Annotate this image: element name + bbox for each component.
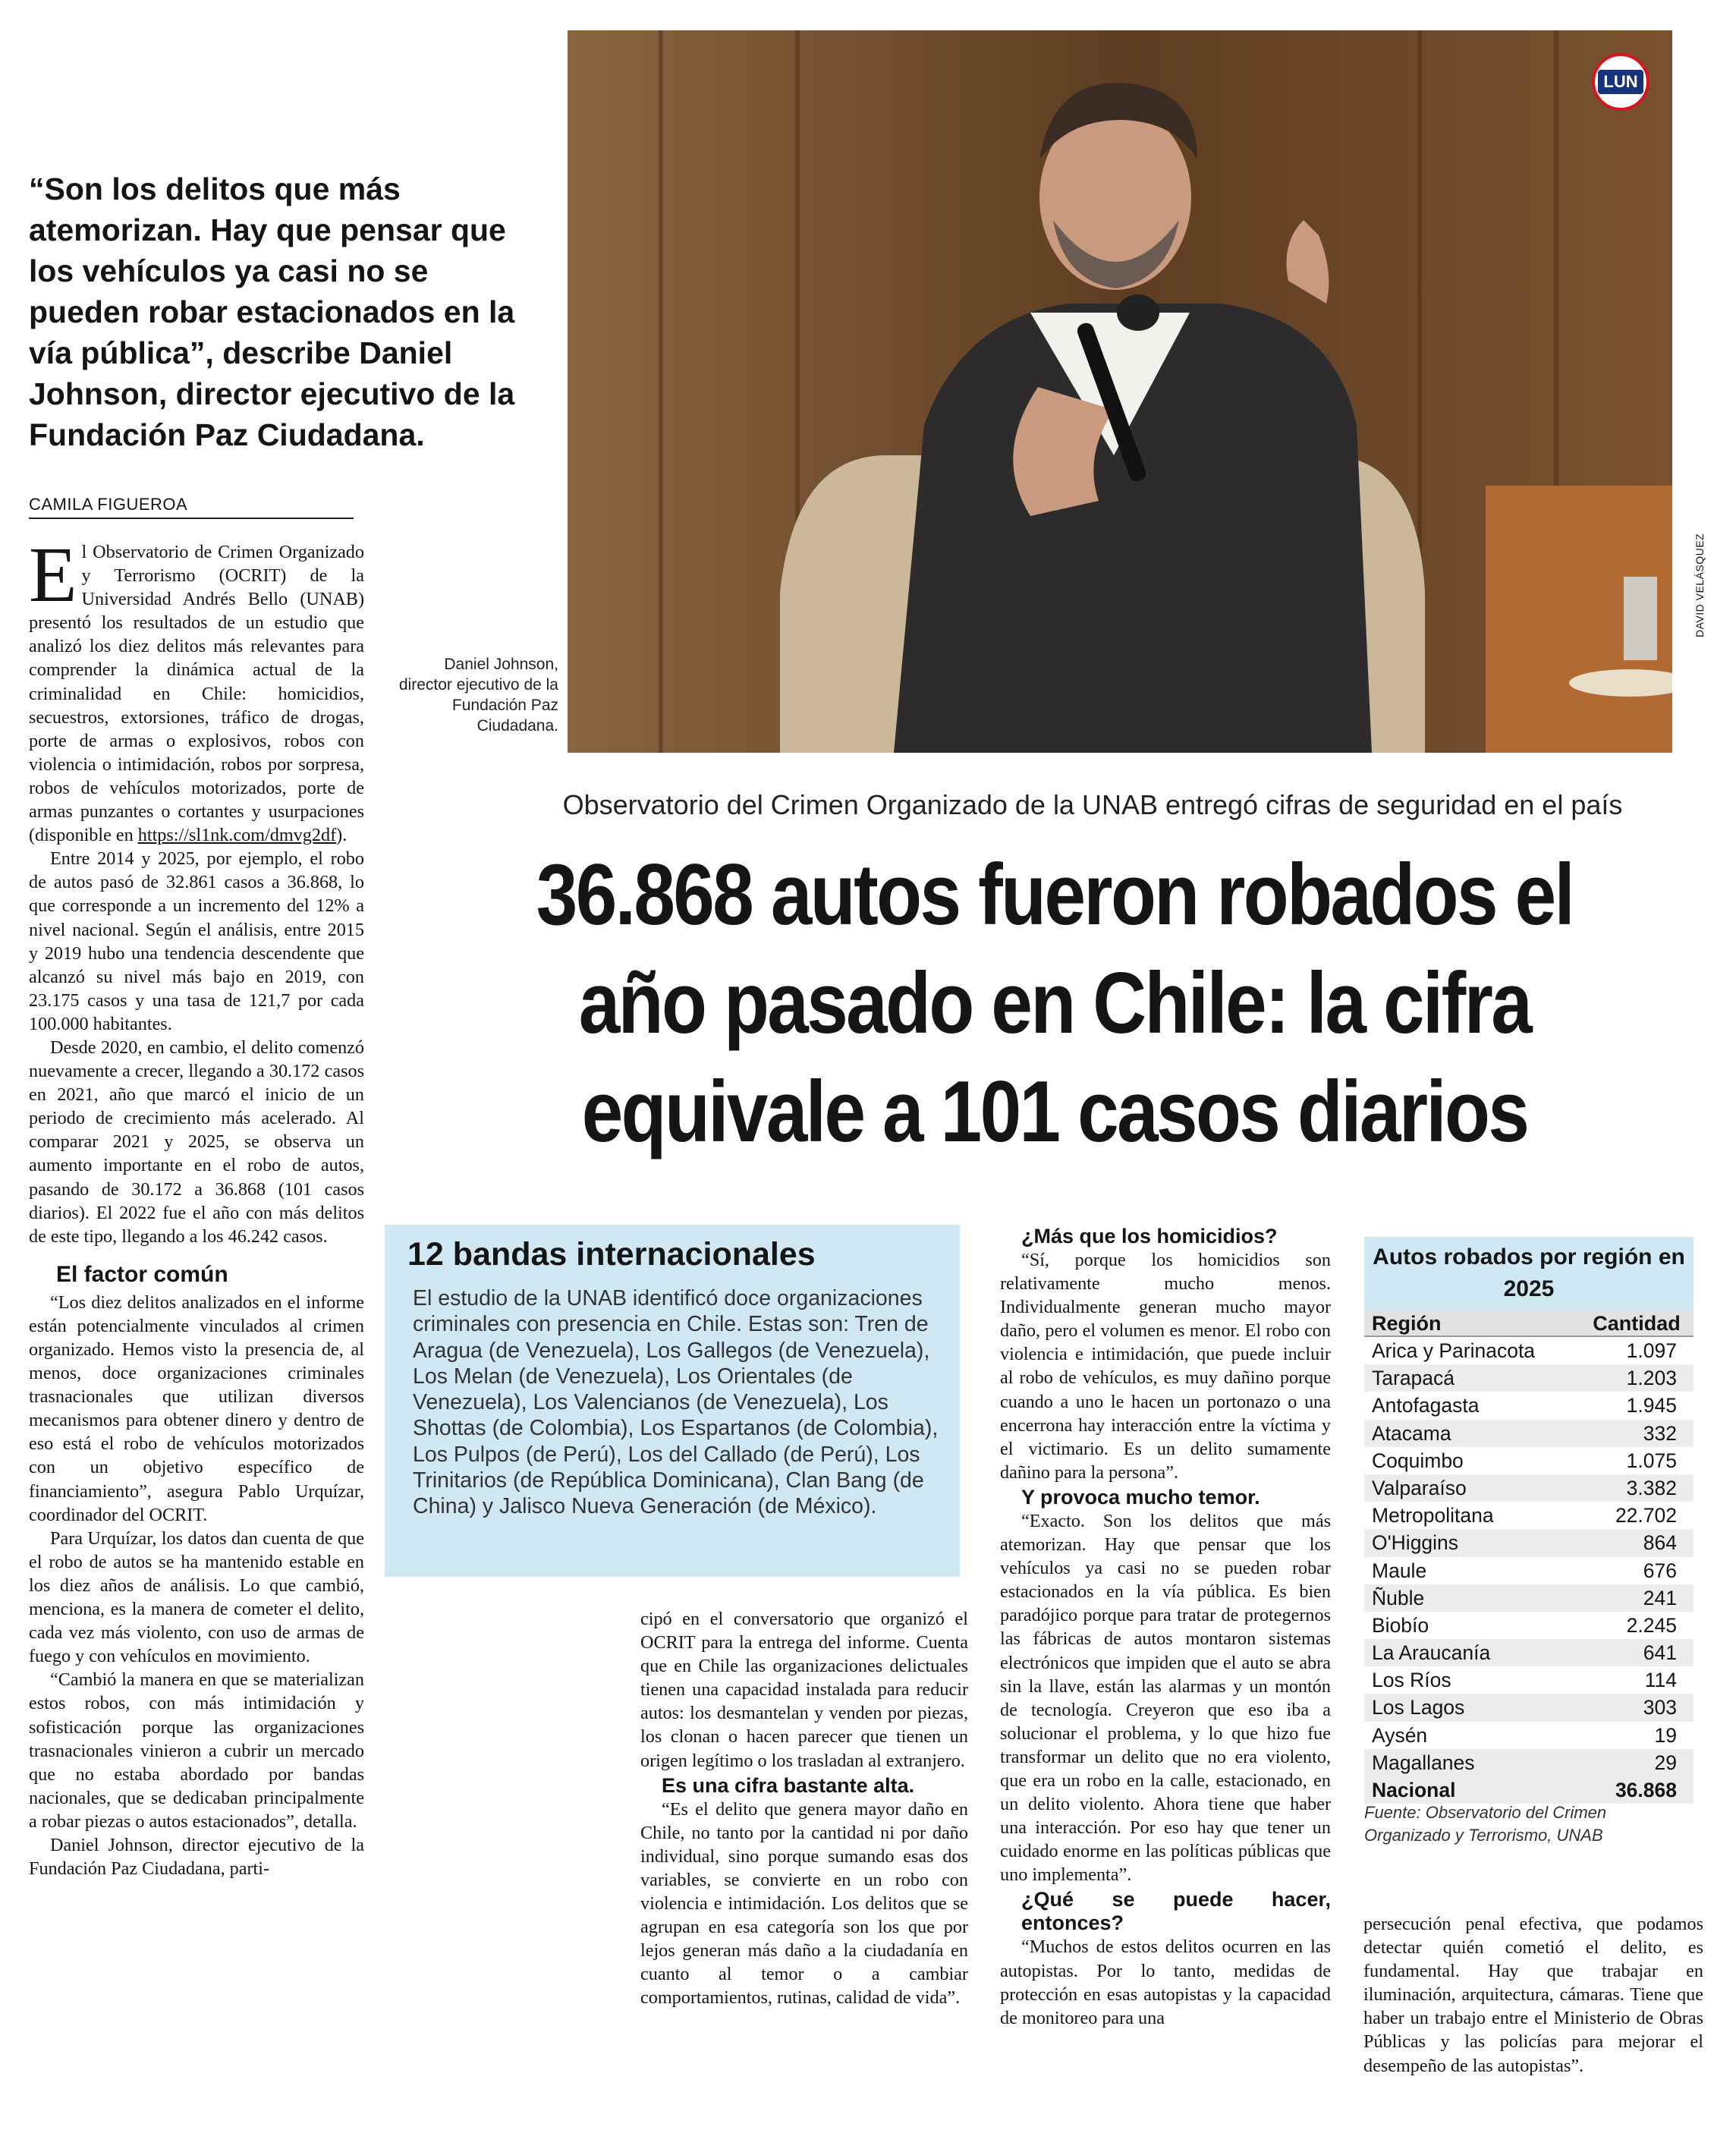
table-row	[1364, 1420, 1694, 1447]
amount-cell: 114	[1644, 1669, 1677, 1692]
table-row	[1364, 1749, 1694, 1776]
header-region: Región	[1372, 1312, 1442, 1335]
amount-cell: 29	[1654, 1751, 1677, 1774]
region-cell: Atacama	[1372, 1421, 1451, 1445]
amount-cell: 1.945	[1626, 1394, 1677, 1417]
paragraph: “Muchos de estos delitos ocurren en las autopistas. Por lo tanto, medidas de protección en esas autopistas y la capacidad de monitoreo para una	[1000, 1936, 1331, 2028]
paragraph: “Cambió la manera en que se materializan estos robos, con más intimidación y sofisticación porque las organizaciones trasnacionales vinieron a cubrir un mercado que no estaba abordado por bandas nacionales, que se dedicaban principalmente a robar piezas o autos estacionados”, detalla.	[29, 1669, 364, 1832]
table-row	[1364, 1474, 1694, 1502]
table-total-row	[1364, 1776, 1694, 1804]
region-cell: Metropolitana	[1372, 1504, 1494, 1527]
lun-logo: LUN	[1592, 53, 1650, 111]
interview-question: ¿Más que los homicidios?	[1021, 1225, 1278, 1247]
paragraph: “Sí, porque los homicidios son relativamente mucho menos. Individualmente generan mucho mayor daño, pero el volumen es menor. El robo con violencia e intimidación, que puede incluir al robo de vehículos, es muy dañino porque cuando a uno le hacen un portonazo o una encerrona hay interacción entre la víctima y el victimario. Es un delito sumamente dañino para la persona”.	[1000, 1250, 1331, 1483]
amount-cell: 864	[1643, 1531, 1677, 1555]
paragraph: “Exacto. Son los delitos que más atemorizan. Hay que pensar que los vehículos ya casi no se pueden robar estacionados en la vía pública. Es bien paradójico porque para tratar de protegernos las fábricas de autos montaron sistemas electrónicos que impiden que el auto se abra sin la llave, están las alarmas y un montón de tecnología. Creyeron que eso iba a solucionar el problema, y lo que hizo fue transformar un delito que no era violento, que era un robo en la calle, estacionado, en un delito violento. Ahora tiene que haber una interacción. Por eso hay que tener un cuidado enorme en las políticas públicas que uno implementa”.	[1000, 1510, 1331, 1886]
table-row	[1364, 1364, 1694, 1392]
photo-credit: DAVID VELÁSQUEZ	[1694, 533, 1706, 637]
paragraph: “Los diez delitos analizados en el informe están potencialmente vinculados al crimen organizado. Hemos visto la presencia de, al menos, doce organizaciones criminales trasnacionales que utilizan diversos mecanismos para obtener dinero y dentro de eso está el robo de vehículos motorizados con un objetivo específico de financiamiento”, asegura Pablo Urquízar, coordinador del OCRIT.	[29, 1292, 364, 1525]
amount-cell: 1.075	[1626, 1449, 1677, 1472]
study-link[interactable]: https://sl1nk.com/dmvg2df	[137, 825, 337, 846]
table-row	[1364, 1584, 1694, 1612]
total-amount: 36.868	[1615, 1779, 1677, 1801]
amount-cell: 3.382	[1626, 1476, 1677, 1499]
photo-illustration	[568, 30, 1672, 753]
table-row	[1364, 1612, 1694, 1639]
region-cell: Valparaíso	[1372, 1476, 1467, 1499]
pull-quote: “Son los delitos que más atemorizan. Hay que pensar que los vehículos ya casi no se pueden robar estacionados en la vía pública”, describe Daniel Johnson, director ejecutivo de la Fundación Paz Ciudadana.	[29, 171, 515, 452]
amount-cell: 1.203	[1626, 1367, 1677, 1390]
headline: 36.868 autos fueron robados el año pasado en Chile: la cifra equivale a 101 casos diarios	[536, 847, 1574, 1160]
paragraph: El Observatorio de Crimen Organizado y Terrorismo (OCRIT) de la Universidad Andrés Bello (UNAB) presentó los resultados de un estudio que analizó los diez delitos más relevantes para comprender la dinámica actual de la criminalidad en Chile: homicidios, secuestros, extorsiones, tráfico de drogas, porte de armas o explosivos, robos con violencia o intimidación, robos por sorpresa, robos de vehículos motorizados, porte de armas punzantes o cortantes y usurpaciones (disponible en https://sl1nk.com/dmvg2df).	[29, 531, 364, 846]
table-row	[1364, 1392, 1694, 1419]
region-cell: La Araucanía	[1372, 1641, 1491, 1665]
region-cell: Arica y Parinacota	[1372, 1339, 1536, 1362]
table-row	[1364, 1502, 1694, 1529]
kicker: Observatorio del Crimen Organizado de la UNAB entregó cifras de seguridad en el país	[562, 789, 1623, 820]
region-cell: O'Higgins	[1372, 1531, 1459, 1555]
region-cell: Antofagasta	[1372, 1394, 1480, 1417]
paragraph: “Es el delito que genera mayor daño en Chile, no tanto por la cantidad ni por daño individual, sino porque sumando esas dos variables, se convierte en un robo con violencia e intimidación. Los delitos que se agrupan en esa categoría son los que por lejos generan más daño a la ciudadanía en cuanto al temor o a cambiar comportamientos, rutinas, calidad de vida”.	[640, 1798, 968, 2009]
drop-cap: E	[29, 531, 77, 618]
region-cell: Aysén	[1372, 1723, 1428, 1747]
article-column-1	[29, 531, 364, 1880]
sidebar-title: 12 bandas internacionales	[407, 1236, 816, 1273]
sidebar-box	[385, 1225, 960, 1577]
paragraph: Entre 2014 y 2025, por ejemplo, el robo de autos pasó de 32.861 casos a 36.868, lo que corresponde a un incremento del 12% a nivel nacional. Según el análisis, entre 2015 y 2019 hubo una tendencia descendente que alcanzó su nivel más bajo en 2019, con 23.175 casos y una tasa de 121,7 por cada 100.000 habitantes.	[29, 848, 364, 1034]
amount-cell: 19	[1654, 1723, 1677, 1747]
regional-table	[1364, 1237, 1694, 1804]
total-label: Nacional	[1372, 1779, 1456, 1801]
region-cell: Biobío	[1372, 1613, 1429, 1637]
interview-question: Y provoca mucho temor.	[1021, 1485, 1260, 1509]
header-amount: Cantidad	[1593, 1312, 1681, 1335]
paragraph: cipó en el conversatorio que organizó el OCRIT para la entrega del informe. Cuenta que en Chile las organizaciones delictuales tienen una capacidad instalada para reducir autos: los desmantelan y venden por piezas, los clonan o hacen parecer que tienen un origen legítimo o los trasladan al extranjero.	[640, 1609, 968, 1771]
article-column-3	[1000, 1225, 1331, 2030]
table-row	[1364, 1529, 1694, 1556]
region-cell: Ñuble	[1372, 1586, 1425, 1609]
table-body	[1364, 1337, 1694, 1776]
amount-cell: 303	[1643, 1696, 1677, 1719]
paragraph: Desde 2020, en cambio, el delito comenzó nuevamente a crecer, llegando a 30.172 casos en 2021, año que marcó el inicio de un periodo de crecimiento más acelerado. Al comparar 2021 y 2025, se observa un aumento importante en el robo de autos, pasando de 30.172 a 36.868 (101 casos diarios). El 2022 fue el año con más delitos de este tipo, llegando a los 46.242 casos.	[29, 1037, 364, 1247]
table-row	[1364, 1639, 1694, 1666]
region-cell: Maule	[1372, 1559, 1427, 1582]
table-row	[1364, 1666, 1694, 1694]
table-row	[1364, 1337, 1694, 1364]
paragraph: Para Urquízar, los datos dan cuenta de que el robo de autos se ha mantenido estable en los diez años de análisis. Lo que cambió, menciona, es la manera de cometer el delito, cada vez más violento, con uso de armas de fuego y con vehículos en movimiento.	[29, 1527, 364, 1667]
region-cell: Magallanes	[1372, 1751, 1475, 1774]
region-cell: Los Lagos	[1372, 1696, 1465, 1719]
article-column-2	[640, 1607, 968, 2010]
table-title: Autos robados por región en 2025	[1364, 1237, 1694, 1310]
amount-cell: 2.245	[1626, 1613, 1677, 1637]
subheading: El factor común	[56, 1261, 228, 1287]
amount-cell: 676	[1643, 1559, 1677, 1582]
amount-cell: 1.097	[1626, 1339, 1677, 1362]
article-column-4	[1363, 1912, 1703, 2078]
sidebar-text: El estudio de la UNAB identificó doce organizaciones criminales con presencia en Chile. Estas son: Tren de Aragua (de Venezuela), Los Gallegos (de Venezuela), Los Melan (de Venezuela), Los Orientales (de Venezuela), Los Valencianos (de Venezuela), Los Shottas (de Colombia), Los Espartanos (de Colombia), Los Pulpos (de Perú), Los del Callado (de Perú), Los Trinitarios (de República Dominicana), Clan Bang (de China) y Jalisco Nueva Generación (de México).	[413, 1286, 939, 1519]
paragraph: Daniel Johnson, director ejecutivo de la Fundación Paz Ciudadana, parti-	[29, 1834, 364, 1880]
paragraph: persecución penal efectiva, que podamos detectar quién cometió el delito, es fundamental. Hay que trabajar en iluminación, arquitectura, cámaras. Tiene que haber un trabajo entre el Ministerio de Obras Públicas y las policías para mejorar el desempeño de las autopistas”.	[1363, 1914, 1703, 2076]
photo-caption: Daniel Johnson, director ejecutivo de la Fundación Paz Ciudadana.	[398, 656, 558, 735]
amount-cell: 332	[1643, 1421, 1677, 1445]
amount-cell: 22.702	[1615, 1504, 1677, 1527]
region-cell: Coquimbo	[1372, 1449, 1464, 1472]
interview-question: ¿Qué se puede hacer, entonces?	[1021, 1888, 1331, 1935]
table-header	[1364, 1310, 1694, 1337]
article-photo	[568, 30, 1672, 753]
interview-question: Es una cifra bastante alta.	[662, 1773, 915, 1797]
region-cell: Los Ríos	[1372, 1669, 1451, 1692]
amount-cell: 241	[1643, 1586, 1677, 1609]
table-row	[1364, 1722, 1694, 1749]
amount-cell: 641	[1643, 1641, 1677, 1665]
byline: CAMILA FIGUEROA	[29, 495, 354, 519]
table-source: Fuente: Observatorio del Crimen Organizado y Terrorismo, UNAB	[1364, 1803, 1607, 1845]
region-cell: Tarapacá	[1372, 1367, 1455, 1390]
table-row	[1364, 1694, 1694, 1721]
table-row	[1364, 1557, 1694, 1584]
table-row	[1364, 1447, 1694, 1474]
